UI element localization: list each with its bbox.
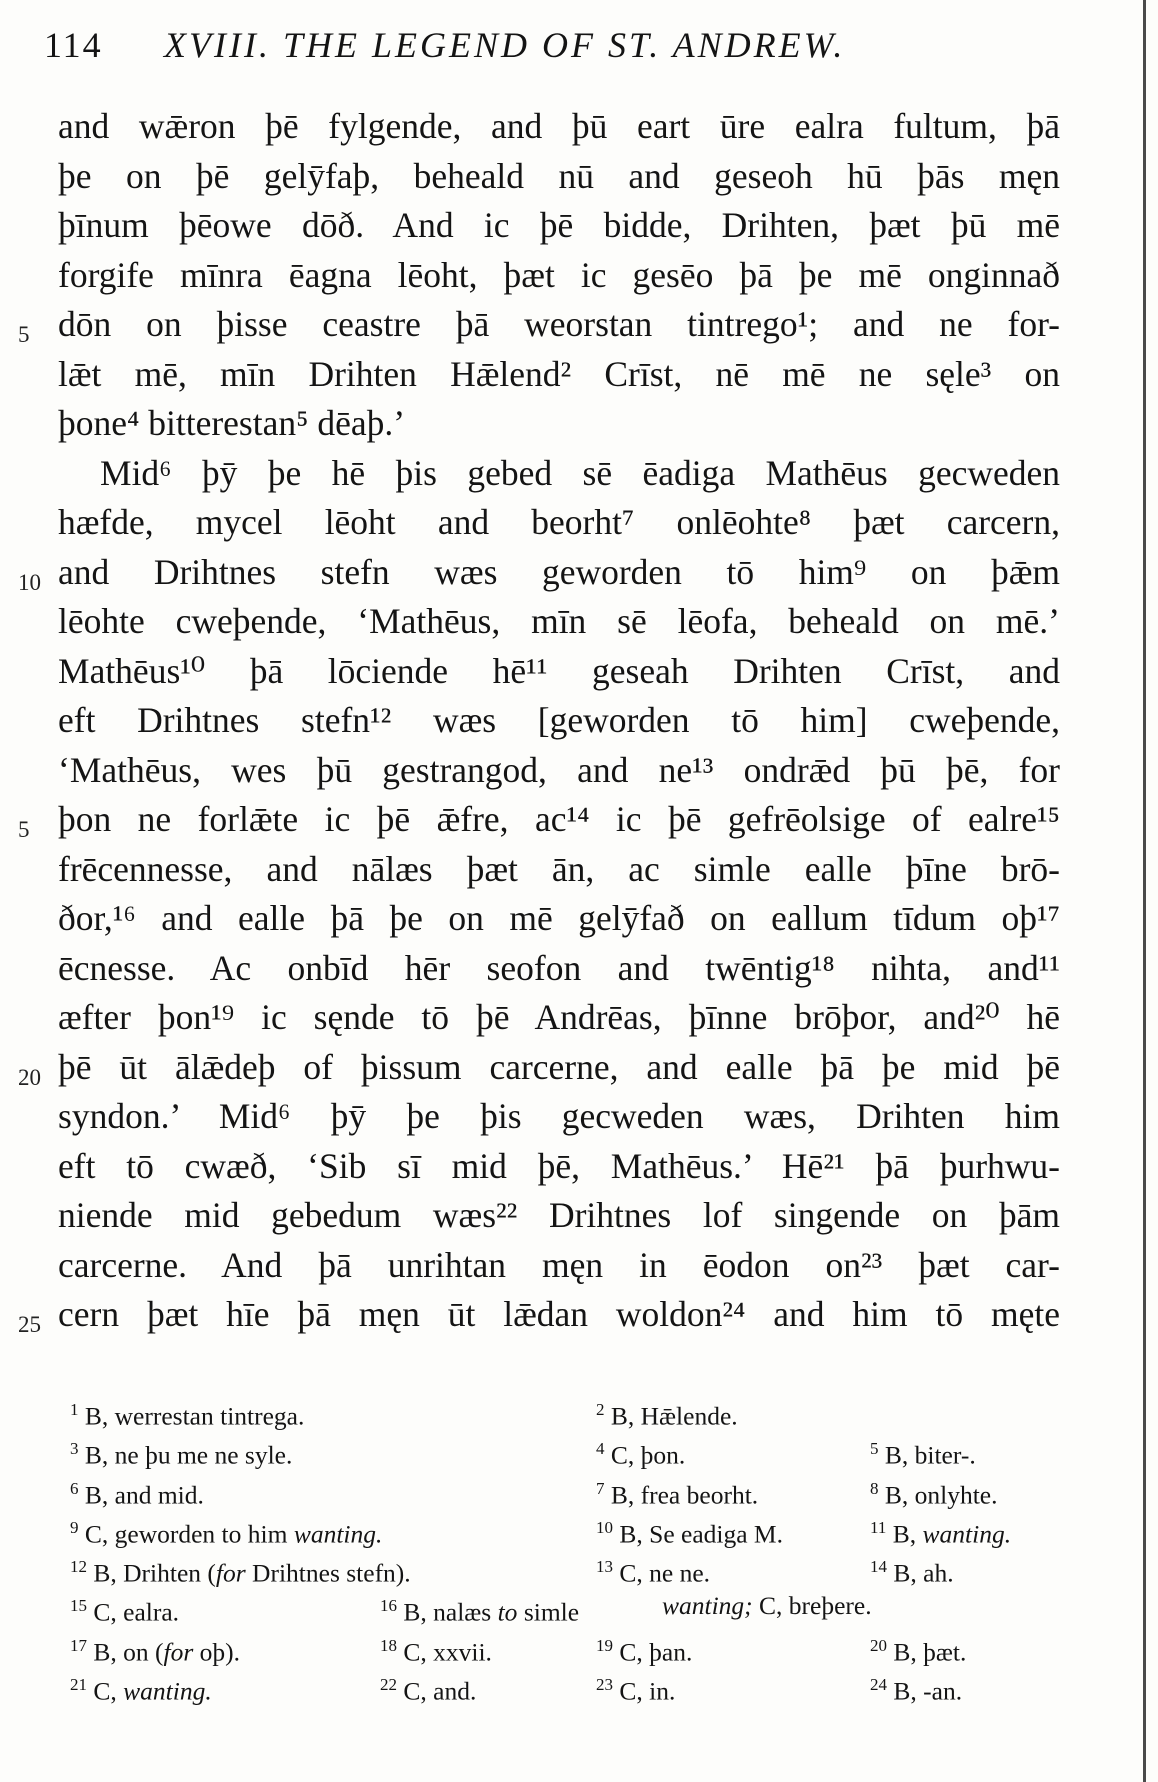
footnote-number: 10: [596, 1517, 613, 1537]
footnote-text: B, Drihten (: [93, 1558, 216, 1588]
text-line: [0, 350, 1158, 400]
footnote-number: 14: [870, 1557, 887, 1577]
footnote-text: C, þon.: [610, 1440, 686, 1470]
footnote-number: 12: [70, 1557, 87, 1577]
footnote-text: B,: [892, 1519, 923, 1549]
text-line: [0, 795, 1158, 845]
footnote-number: 22: [380, 1675, 397, 1695]
text-line: [0, 1092, 1158, 1142]
footnote-row: [0, 1390, 1158, 1429]
footnote-italic: wanting.: [293, 1519, 383, 1549]
line-text: lǣt mē, mīn Drihten Hǣlend² Crīst, nē mē ne sęle³ on: [58, 353, 1060, 394]
footnote-number: 23: [596, 1675, 613, 1695]
footnote-number: 13: [596, 1557, 613, 1577]
line-text: cern þæt hīe þā męn ūt lǣdan woldon²⁴ and him tō męte: [58, 1294, 1060, 1334]
footnote-text: C,: [93, 1676, 124, 1706]
line-text: Mathēus¹⁰ þā lōciende hē¹¹ geseah Drihten Crīst, and: [58, 650, 1060, 691]
line-text: æfter þon¹⁹ ic sęnde tō þē Andrēas, þīnne brōþor, and²⁰ hē: [58, 997, 1060, 1037]
footnote-text: B, Hǣlende.: [610, 1401, 738, 1431]
line-number: 25: [18, 1312, 41, 1337]
footnote-text: C, xxvii.: [403, 1637, 492, 1667]
footnote-number: 6: [70, 1478, 79, 1498]
footnote-row: [0, 1665, 1158, 1704]
text-line: [0, 498, 1158, 548]
text-line: [0, 894, 1158, 944]
running-title: XVIII. THE LEGEND OF ST. ANDREW.: [164, 25, 846, 65]
footnote-italic: to: [497, 1597, 518, 1627]
footnote-text: B, and mid.: [84, 1480, 204, 1510]
text-line: [0, 746, 1158, 796]
footnote-text: B, nalæs: [403, 1597, 498, 1627]
footnote-italic: for: [163, 1637, 194, 1667]
footnote: [870, 1665, 962, 1711]
text-line: [0, 696, 1158, 746]
footnote-text: C, ne ne.: [619, 1558, 711, 1588]
page-number: 114: [44, 25, 103, 65]
footnote-row: [0, 1429, 1158, 1468]
line-text: þone⁴ bitterestan⁵ dēaþ.’: [58, 403, 406, 443]
line-text: ‘Mathēus, wes þū gestrangod, and ne¹³ ondrǣd þū þē, for: [58, 749, 1060, 790]
footnote-number: 16: [380, 1596, 397, 1616]
footnote-number: 18: [380, 1635, 397, 1655]
text-line: [0, 102, 1158, 152]
footnote-number: 9: [70, 1517, 79, 1537]
line-text: ēcnesse. Ac onbīd hēr seofon and twēntig¹⁸ nihta, and¹¹: [58, 947, 1060, 988]
line-text: frēcennesse, and nālæs þæt ān, ac simle ealle þīne brō-: [58, 848, 1060, 889]
footnote-text: B, on (: [93, 1637, 164, 1667]
footnote-text: B, Se eadiga M.: [619, 1519, 783, 1549]
text-line: [0, 449, 1158, 499]
footnote-row: [0, 1469, 1158, 1508]
footnote-text: C, geworden to him: [84, 1519, 294, 1549]
footnote-number: 19: [596, 1635, 613, 1655]
line-text: eft Drihtnes stefn¹² wæs [geworden tō him] cweþende,: [58, 700, 1060, 740]
footnote-text: C, ealra.: [93, 1597, 180, 1627]
footnote-number: 15: [70, 1596, 87, 1616]
text-line: [0, 944, 1158, 994]
text-line: [0, 1290, 1158, 1340]
footnote-text: Drihtnes stefn).: [245, 1558, 411, 1588]
text-line: [0, 1043, 1158, 1093]
footnote-text: B, -an.: [893, 1676, 963, 1706]
footnote-text: C, and.: [403, 1676, 477, 1706]
footnote-number: 5: [870, 1439, 879, 1459]
footnote-number: 21: [70, 1675, 87, 1695]
text-line: [0, 548, 1158, 598]
line-text: þe on þē gelȳfaþ, beheald nū and geseoh hū þās męn: [58, 155, 1060, 196]
line-text: and wǣron þē fylgende, and þū eart ūre ealra fultum, þā: [58, 106, 1060, 146]
footnote-text: C, breþere.: [752, 1591, 872, 1621]
text-line: [0, 993, 1158, 1043]
footnote-text: B, frea beorht.: [610, 1480, 759, 1510]
line-text: eft tō cwæð, ‘Sib sī mid þē, Mathēus.’ Hē²¹ þā þurhwu-: [58, 1145, 1060, 1186]
line-text: and Drihtnes stefn wæs geworden tō him⁹ on þǣm: [58, 551, 1060, 592]
footnote-text: B, þæt.: [893, 1637, 967, 1667]
footnote-number: 2: [596, 1400, 605, 1419]
text-line: [0, 251, 1158, 301]
footnote-italic: wanting;: [662, 1591, 753, 1621]
footnote-number: 24: [870, 1675, 887, 1695]
footnote: [662, 1586, 872, 1625]
footnote-row: [0, 1547, 1158, 1586]
line-number: 5: [18, 817, 30, 842]
text-line: [0, 300, 1158, 350]
footnote-number: 20: [870, 1635, 887, 1655]
line-text: lēohte cweþende, ‘Mathēus, mīn sē lēofa, beheald on mē.’: [58, 601, 1060, 641]
footnote-number: 11: [870, 1517, 887, 1537]
footnote: [380, 1665, 476, 1711]
footnote-italic: wanting.: [922, 1519, 1012, 1549]
line-text: þē ūt ālǣdeþ of þissum carcerne, and ealle þā þe mid þē: [58, 1046, 1060, 1087]
footnote-text: simle: [517, 1597, 580, 1627]
text-line: [0, 647, 1158, 697]
line-number: 5: [18, 322, 30, 347]
line-text: Mid⁶ þȳ þe hē þis gebed sē ēadiga Mathēus gecweden: [100, 452, 1060, 493]
footnote-text: B, biter-.: [884, 1440, 976, 1470]
footnote-row: [0, 1586, 1158, 1625]
footnote: [596, 1665, 675, 1711]
footnote-text: B, ah.: [893, 1558, 954, 1588]
text-line: [0, 845, 1158, 895]
footnote-number: 8: [870, 1478, 879, 1498]
line-text: syndon.’ Mid⁶ þȳ þe þis gecweden wæs, Drihten him: [58, 1096, 1060, 1136]
line-text: ðor,¹⁶ and ealle þā þe on mē gelȳfað on eallum tīdum oþ¹⁷: [58, 898, 1060, 938]
footnote-number: 4: [596, 1439, 605, 1459]
footnote-text: B, onlyhte.: [884, 1480, 998, 1510]
footnote: [70, 1665, 212, 1711]
footnote-italic: for: [215, 1558, 246, 1588]
line-text: hæfde, mycel lēoht and beorht⁷ onlēohte⁸ þæt carcern,: [58, 502, 1060, 542]
line-text: forgife mīnra ēagna lēoht, þæt ic gesēo þā þe mē onginnað: [58, 254, 1060, 295]
text-line: [0, 201, 1158, 251]
line-text: dōn on þisse ceastre þā weorstan tintrego¹; and ne for-: [58, 304, 1060, 344]
line-text: þon ne forlǣte ic þē ǣfre, ac¹⁴ ic þē gefrēolsige of ealre¹⁵: [58, 799, 1060, 839]
footnote-text: B, ne þu me ne syle.: [84, 1440, 293, 1470]
footnote-text: C, in.: [619, 1676, 676, 1706]
footnote-number: 3: [70, 1439, 79, 1459]
footnote-row: [0, 1508, 1158, 1547]
text-line: [0, 1142, 1158, 1192]
main-text: [0, 102, 1158, 1340]
footnote-text: C, þan.: [619, 1637, 693, 1667]
text-line: [0, 1241, 1158, 1291]
line-number: 20: [18, 1064, 41, 1090]
footnotes: [0, 1390, 1158, 1704]
line-number: 10: [18, 569, 41, 595]
footnote-number: 1: [70, 1400, 79, 1419]
footnote-text: B, werrestan tintrega.: [84, 1401, 305, 1431]
footnote-row: [0, 1626, 1158, 1665]
text-line: [0, 399, 1158, 449]
line-text: niende mid gebedum wæs²² Drihtnes lof singende on þām: [58, 1195, 1060, 1235]
text-line: [0, 152, 1158, 202]
line-text: carcerne. And þā unrihtan męn in ēodon on²³ þæt car-: [58, 1244, 1060, 1285]
footnote-number: 17: [70, 1635, 87, 1655]
text-line: [0, 597, 1158, 647]
line-text: þīnum þēowe dōð. And ic þē bidde, Drihten, þæt þū mē: [58, 205, 1060, 245]
text-line: [0, 1191, 1158, 1241]
footnote-text: oþ).: [193, 1637, 241, 1667]
footnote-italic: wanting.: [123, 1676, 212, 1706]
footnote-number: 7: [596, 1478, 605, 1498]
page-header: [44, 20, 1044, 70]
